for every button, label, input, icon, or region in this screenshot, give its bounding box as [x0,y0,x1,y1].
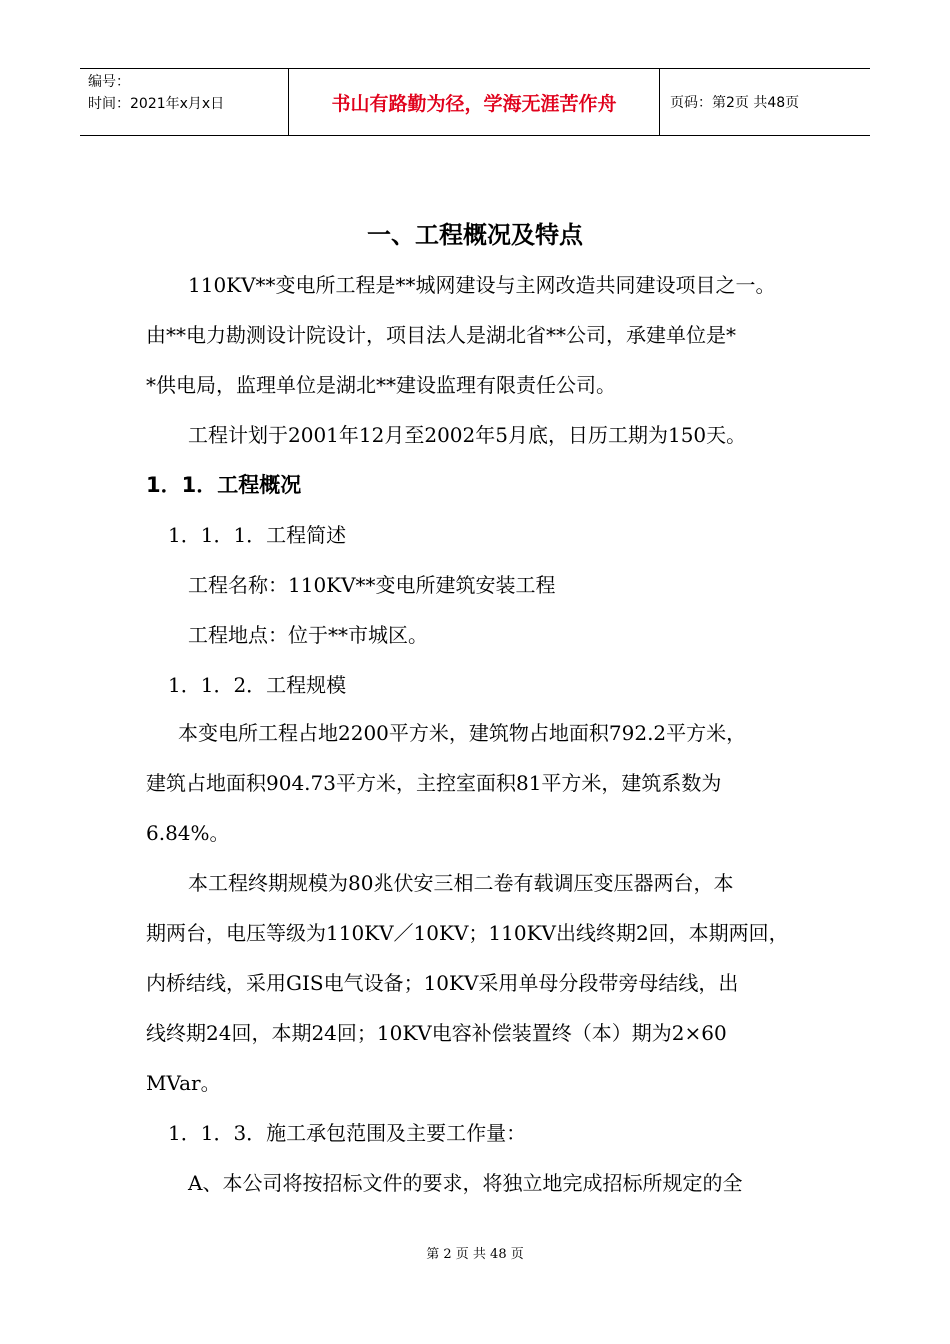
project-location: 工程地点：位于**市城区。 [188,623,428,647]
header-page-info: 页码：第2页 共48页 [660,69,871,136]
scale-line: 建筑占地面积904.73平方米，主控室面积81平方米，建筑系数为 [146,771,722,795]
section-heading-1-1-1: 1．1．1．工程简述 [168,523,347,547]
project-name: 工程名称：110KV**变电所建筑安装工程 [188,573,556,597]
time-label: 时间：2021年x月x日 [88,96,225,112]
scale-line: 线终期24回，本期24回；10KV电容补偿装置终（本）期为2×60 [146,1021,727,1045]
scope-line: A、本公司将按招标文件的要求，将独立地完成招标所规定的全 [188,1171,743,1195]
page-footer: 第 2 页 共 48 页 [426,1247,524,1262]
section-heading-1-1: 1．1．工程概况 [146,473,302,497]
scale-line: 期两台，电压等级为110KV／10KV；110KV出线终期2回，本期两回， [146,921,789,945]
paragraph-line: 由**电力勘测设计院设计，项目法人是湖北省**公司，承建单位是* [146,323,736,347]
section-heading-1-1-3: 1．1．3．施工承包范围及主要工作量： [168,1121,527,1145]
paragraph-line: *供电局，监理单位是湖北**建设监理有限责任公司。 [146,373,616,397]
header-motto: 书山有路勤为径，学海无涯苦作舟 [289,69,660,136]
document-header [80,68,870,136]
scale-line: 本变电所工程占地2200平方米，建筑物占地面积792.2平方米， [178,721,747,745]
paragraph-line: 110KV**变电所工程是**城网建设与主网改造共同建设项目之一。 [188,273,776,297]
scale-line: 内桥结线，采用GIS电气设备；10KV采用单母分段带旁母结线，出 [146,971,739,995]
number-label: 编号： [88,74,130,90]
scale-line: 6.84%。 [146,821,230,845]
scale-line: 本工程终期规模为80兆伏安三相二卷有载调压变压器两台，本 [188,871,734,895]
scale-line: MVar。 [146,1071,221,1095]
page-title: 一、工程概况及特点 [367,221,583,249]
section-heading-1-1-2: 1．1．2．工程规模 [168,673,347,697]
paragraph-line: 工程计划于2001年12月至2002年5月底，日历工期为150天。 [188,423,747,447]
header-meta [80,69,289,136]
